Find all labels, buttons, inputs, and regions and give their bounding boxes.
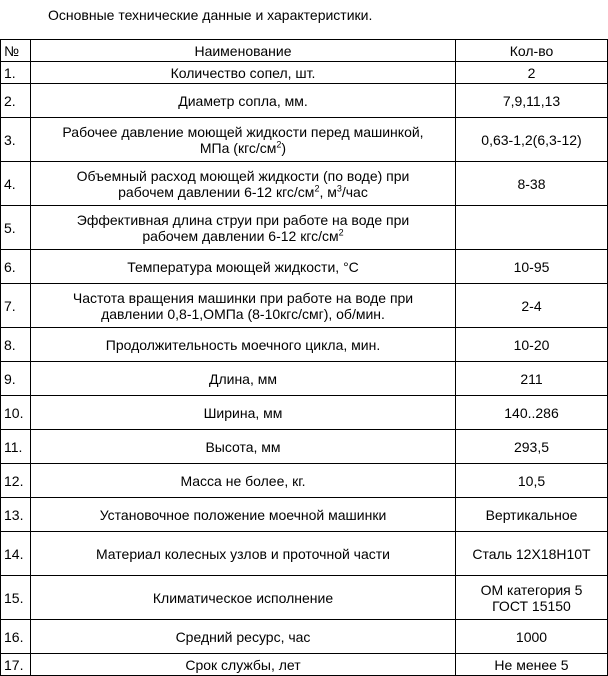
row-num: 1. <box>1 62 31 84</box>
superscript: 2 <box>338 226 344 237</box>
row-name <box>31 206 456 250</box>
row-value: 140..286 <box>456 396 608 430</box>
table-row <box>1 654 608 676</box>
row-name: Температура моющей жидкости, °С <box>31 250 456 284</box>
table-row <box>1 396 608 430</box>
table-row <box>1 576 608 620</box>
row-name-line1: Эффективная длина струи при работе на воде при <box>76 211 410 228</box>
superscript: 3 <box>336 182 342 193</box>
row-num: 11. <box>1 430 31 464</box>
spec-table <box>0 39 608 676</box>
row-name: Климатическое исполнение <box>31 576 456 620</box>
row-num: 15. <box>1 576 31 620</box>
row-value <box>456 206 608 250</box>
row-num: 16. <box>1 620 31 654</box>
row-value: 211 <box>456 362 608 396</box>
row-num: 13. <box>1 498 31 532</box>
row-name-line2: МПа (кгс/см <box>199 139 277 156</box>
table-row <box>1 464 608 498</box>
table-row <box>1 498 608 532</box>
row-num: 12. <box>1 464 31 498</box>
row-name-line1: Частота вращения машинки при работе на воде при <box>72 289 414 306</box>
row-name-line2-end: ) <box>281 139 287 156</box>
row-value: 7,9,11,13 <box>456 84 608 118</box>
row-value: 0,63-1,2(6,3-12) <box>456 118 608 162</box>
table-row <box>1 430 608 464</box>
row-name: Диаметр сопла, мм. <box>31 84 456 118</box>
superscript: 2 <box>314 182 320 193</box>
row-value: Вертикальное <box>456 498 608 532</box>
table-row <box>1 328 608 362</box>
row-num: 8. <box>1 328 31 362</box>
row-name-line2-end: /час <box>341 183 368 200</box>
table-row <box>1 532 608 576</box>
row-name-line2: рабочем давлении 6-12 кгс/см <box>142 227 339 244</box>
table-row <box>1 362 608 396</box>
table-row <box>1 62 608 84</box>
row-num: 3. <box>1 118 31 162</box>
row-num: 2. <box>1 84 31 118</box>
row-num: 7. <box>1 284 31 328</box>
row-value: 10-95 <box>456 250 608 284</box>
row-name: Средний ресурс, час <box>31 620 456 654</box>
row-value-line2: ГОСТ 15150 <box>492 597 571 614</box>
row-name: Высота, мм <box>31 430 456 464</box>
row-name: Материал колесных узлов и проточной части <box>31 532 456 576</box>
row-num: 14. <box>1 532 31 576</box>
row-value: 2-4 <box>456 284 608 328</box>
row-name: Продолжительность моечного цикла, мин. <box>31 328 456 362</box>
table-row <box>1 620 608 654</box>
table-row <box>1 250 608 284</box>
row-value: 2 <box>456 62 608 84</box>
header-name: Наименование <box>31 40 456 62</box>
table-row <box>1 84 608 118</box>
row-value: 8-38 <box>456 162 608 206</box>
row-num: 17. <box>1 654 31 676</box>
row-name-line2: рабочем давлении 6-12 кгс/см <box>118 183 315 200</box>
header-num: № <box>1 40 31 62</box>
row-name: Масса не более, кг. <box>31 464 456 498</box>
row-num: 9. <box>1 362 31 396</box>
row-value: 10-20 <box>456 328 608 362</box>
row-num: 6. <box>1 250 31 284</box>
row-value-line1: ОМ категория 5 <box>480 581 583 598</box>
table-row <box>1 162 608 206</box>
row-name-line1: Рабочее давление моющей жидкости перед машинкой, <box>62 123 424 140</box>
row-value: Не менее 5 <box>456 654 608 676</box>
table-row <box>1 118 608 162</box>
page-title: Основные технические данные и характеристики. <box>48 7 373 23</box>
row-name <box>31 284 456 328</box>
row-num: 10. <box>1 396 31 430</box>
row-num: 5. <box>1 206 31 250</box>
row-name: Длина, мм <box>31 362 456 396</box>
row-name <box>31 162 456 206</box>
row-num: 4. <box>1 162 31 206</box>
table-row <box>1 284 608 328</box>
row-value: 293,5 <box>456 430 608 464</box>
row-name-line2: давлении 0,8-1,ОМПа (8-10кгс/смг), об/мин. <box>101 305 385 322</box>
row-value: 10,5 <box>456 464 608 498</box>
row-name: Количество сопел, шт. <box>31 62 456 84</box>
superscript: 2 <box>276 138 282 149</box>
row-value <box>456 576 608 620</box>
row-name <box>31 118 456 162</box>
row-name: Срок службы, лет <box>31 654 456 676</box>
row-name: Установочное положение моечной машинки <box>31 498 456 532</box>
row-name: Ширина, мм <box>31 396 456 430</box>
header-value: Кол-во <box>456 40 608 62</box>
row-value: Сталь 12Х18Н10Т <box>456 532 608 576</box>
row-name-line1: Объемный расход моющей жидкости (по воде) при <box>76 167 410 184</box>
row-value: 1000 <box>456 620 608 654</box>
row-name-line2-mid: , м <box>319 183 337 200</box>
table-header-row <box>1 40 608 62</box>
table-row <box>1 206 608 250</box>
